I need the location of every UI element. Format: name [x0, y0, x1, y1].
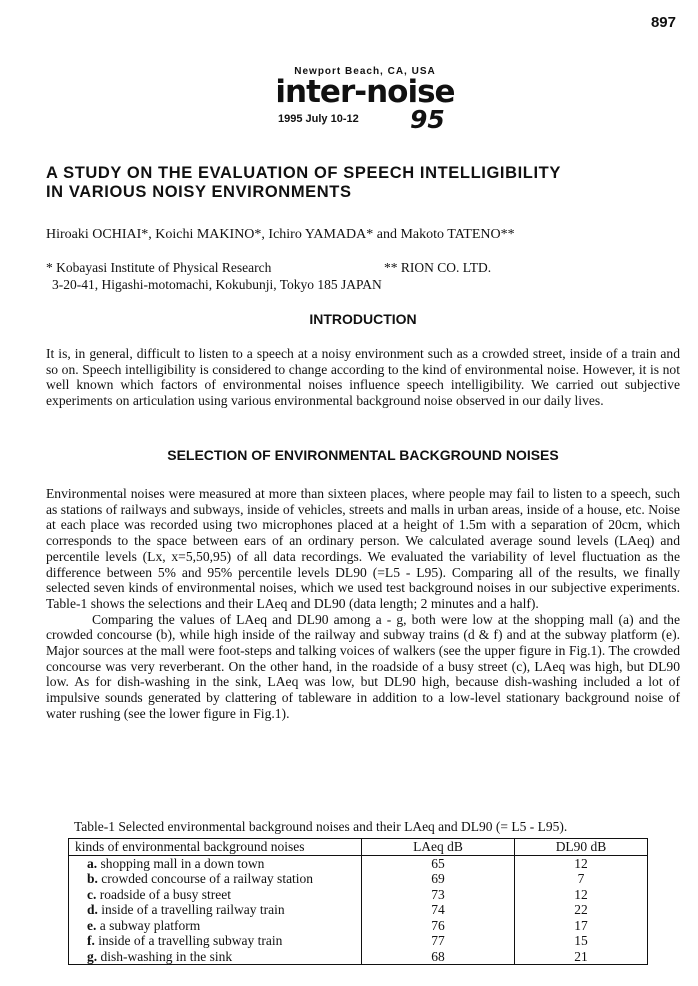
row-name: roadside of a busy street	[99, 886, 231, 902]
noise-table	[68, 838, 648, 965]
conference-location: Newport Beach, CA, USA	[294, 66, 436, 77]
dl90-value: 12	[574, 886, 588, 902]
table-row	[69, 949, 648, 965]
header-kinds: kinds of environmental background noises	[69, 839, 362, 856]
conference-dates: 1995 July 10-12	[278, 113, 359, 125]
title-line-1: A STUDY ON THE EVALUATION OF SPEECH INTELLIGIBILITY	[46, 164, 561, 182]
page-number: 897	[650, 14, 676, 31]
dl90-value: 17	[574, 917, 588, 933]
row-label: f.	[87, 933, 95, 948]
noise-kind	[69, 902, 362, 918]
conference-logo: inter-noise	[275, 74, 455, 110]
noise-kind	[69, 855, 362, 871]
noise-kind	[69, 933, 362, 949]
dl90-value: 12	[574, 855, 588, 871]
dl90-value: 21	[574, 948, 588, 964]
title-line-2: IN VARIOUS NOISY ENVIRONMENTS	[46, 183, 352, 201]
selection-body	[46, 486, 680, 722]
row-name: shopping mall in a down town	[100, 855, 265, 871]
address: 3-20-41, Higashi-motomachi, Kokubunji, Tokyo 185 JAPAN	[52, 277, 382, 292]
row-name: dish-washing in the sink	[100, 948, 233, 964]
row-name: inside of a travelling subway train	[98, 933, 283, 948]
selection-paragraph-1: Environmental noises were measured at more than sixteen places, where people may fail to listen to a speech, such as stations of railways and subways, inside of vehicles, streets and malls in urban areas, inside of a house, etc. Noise at each place was recorded using two microphones placed at a height of 1.5m with a separation of 20cm, which corresponds to the space between ears of an ordinary person. We calculated average sound levels (LAeq) and percentile levels (Lx, x=5,50,95) of all data recordings. We evaluated the variability of level fluctuation as the difference between 5% and 95% percentile levels DL90 (=L5 - L95). Comparing all of the results, we finally selected seven kinds of environmental noises, which we used test background noises in our subjective experiments. Table-1 shows the selections and their LAeq and DL90 (data length; 2 minutes and a half).	[46, 486, 680, 611]
affiliation-1: * Kobayasi Institute of Physical Research	[46, 260, 272, 275]
laeq-value: 74	[362, 902, 515, 918]
introduction-paragraph: It is, in general, difficult to listen to a speech at a noisy environment such as a crowded street, inside of a train and so on. Speech intelligibility is considered to change according to the kind of environmental noise. However, it is not well known which factors of environmental noises influence speech intelligibility. We carried out subjective experiments on articulation using various environmental background noise observed in our daily lives.	[46, 346, 680, 409]
row-label: a.	[87, 855, 98, 871]
table-row	[69, 933, 648, 949]
laeq-value: 69	[362, 871, 515, 887]
laeq-value: 65	[362, 855, 515, 871]
header-dl90: DL90 dB	[515, 839, 648, 856]
table-header-row	[69, 839, 648, 856]
table-row	[69, 855, 648, 871]
laeq-value: 68	[362, 949, 515, 965]
dl90-value: 15	[574, 933, 588, 948]
affiliation-2: ** RION CO. LTD.	[384, 260, 492, 275]
laeq-value: 76	[362, 918, 515, 934]
table-body	[69, 855, 648, 965]
table-row	[69, 871, 648, 887]
selection-heading: SELECTION OF ENVIRONMENTAL BACKGROUND NOISES	[167, 447, 559, 463]
row-label: d.	[87, 902, 98, 917]
row-name: a subway platform	[99, 917, 201, 933]
noise-kind	[69, 949, 362, 965]
authors: Hiroaki OCHIAI*, Koichi MAKINO*, Ichiro YAMADA* and Makoto TATENO**	[46, 227, 515, 242]
conference-year: 95	[410, 105, 445, 134]
row-name: crowded concourse of a railway station	[101, 871, 314, 886]
dl90-value: 22	[574, 902, 588, 917]
conference-dates-row	[250, 105, 480, 134]
table-row	[69, 902, 648, 918]
dl90-value: 7	[577, 871, 585, 886]
noise-kind	[69, 887, 362, 903]
noise-kind	[69, 918, 362, 934]
row-label: e.	[87, 917, 97, 933]
introduction-heading: INTRODUCTION	[309, 311, 417, 327]
conference-header	[250, 66, 480, 133]
affiliations	[46, 259, 492, 293]
row-label: b.	[87, 871, 98, 886]
header-laeq: LAeq dB	[362, 839, 515, 856]
row-label: g.	[87, 948, 98, 964]
selection-paragraph-2: Comparing the values of LAeq and DL90 among a - g, both were low at the shopping mall (a) and the crowded concourse (b), while high inside of the railway and subway trains (d & f) and at the subway platform (e). Major sources at the mall were foot-steps and talking voices of walkers (see the upper figure in Fig.1). The crowded concourse was very reverberant. On the other hand, in the roadside of a busy street (c), LAeq was high, but DL90 low. As for dish-washing in the sink, LAeq was low, but DL90 high, because dish-washing included a lot of impulsive sounds generated by clattering of tableware in addition to a low-level stationary background noise of water rushing (see the lower figure in Fig.1).	[46, 611, 680, 721]
laeq-value: 73	[362, 887, 515, 903]
laeq-value: 77	[362, 933, 515, 949]
table-row	[69, 918, 648, 934]
table-row	[69, 887, 648, 903]
row-label: c.	[87, 886, 97, 902]
paper-title	[46, 164, 666, 202]
table-caption: Table-1 Selected environmental background noises and their LAeq and DL90 (= L5 - L95).	[74, 819, 568, 834]
row-name: inside of a travelling railway train	[101, 902, 285, 917]
noise-kind	[69, 871, 362, 887]
